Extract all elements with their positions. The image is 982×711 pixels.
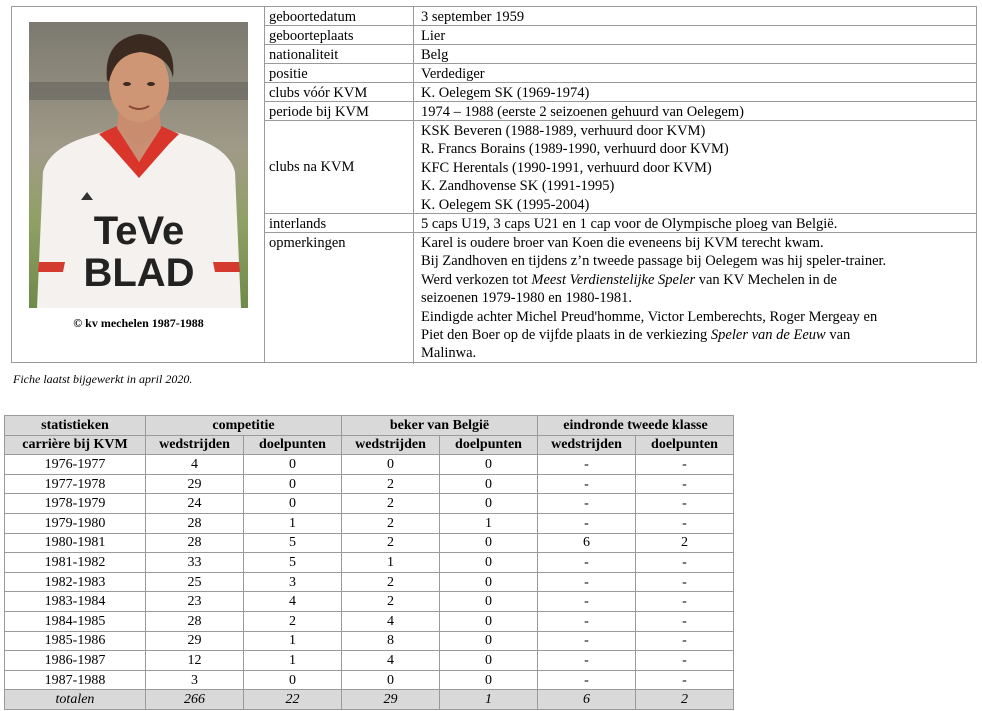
jersey-sponsor-line2: BLAD [83,251,195,295]
stat-cell: - [636,651,734,671]
stat-cell: - [538,572,636,592]
stat-cell: 28 [146,513,244,533]
stat-cell: - [538,494,636,514]
stat-cell: 0 [440,611,538,631]
season-cell: 1983-1984 [5,592,146,612]
stat-cell: 2 [342,592,440,612]
stat-cell: 0 [440,455,538,475]
field-value: K. Oelegem SK (1969-1974) [421,85,590,101]
table-row [5,592,734,612]
stats-group-header [5,416,734,436]
stat-cell: - [636,494,734,514]
stat-cell: 0 [440,553,538,573]
season-cell: 1979-1980 [5,513,146,533]
stat-cell: 0 [440,533,538,553]
stat-cell: 33 [146,553,244,573]
stat-cell: 0 [342,455,440,475]
table-row [5,611,734,631]
stat-cell: - [538,474,636,494]
field-value: Karel is oudere broer van Koen die eveneens bij KVM terecht kwam. Bij Zandhoven en tijdens z’n tweede passage bij Oelegem was hij speler-trainer. Werd verkozen tot Meest Verdienstelijke Speler van KV Mechelen in de seizoenen 1979-1980 en 1980-1981. Eindigde achter Michel Preud'homme, Victor Lemberechts, Roger Mergeay en Piet den Boer op de vijfde plaats in de verkiezing Speler van de Eeuw van Malinwa. [421,235,887,362]
season-cell: 1987-1988 [5,670,146,690]
table-row [5,455,734,475]
table-row [5,513,734,533]
stat-cell: 3 [244,572,342,592]
season-cell: 1976-1977 [5,455,146,475]
last-updated-note: Fiche laatst bijgewerkt in april 2020. [13,372,193,386]
player-profile-table [11,6,977,363]
field-label: geboorteplaats [265,26,414,44]
stat-cell: 2 [244,611,342,631]
sub-header: doelpunten [244,435,342,455]
season-cell: 1977-1978 [5,474,146,494]
stat-cell: - [636,572,734,592]
stat-cell: 29 [146,631,244,651]
stat-cell: - [636,455,734,475]
table-row [5,553,734,573]
stat-cell: 2 [342,533,440,553]
field-label: interlands [265,214,414,232]
player-photo [29,22,248,308]
sub-header: doelpunten [440,435,538,455]
field-label: nationaliteit [265,45,414,63]
player-photo-illustration [29,22,248,308]
field-position [265,64,976,83]
stat-cell: 8 [342,631,440,651]
stat-cell: 266 [146,690,244,710]
stat-cell: 24 [146,494,244,514]
stat-cell: - [538,611,636,631]
stat-cell: - [538,513,636,533]
stat-cell: - [538,651,636,671]
sub-header: doelpunten [636,435,734,455]
table-row [5,651,734,671]
stat-cell: 5 [244,533,342,553]
field-value: Belg [421,47,449,63]
stat-cell: 25 [146,572,244,592]
stat-cell: 5 [244,553,342,573]
stat-cell: 2 [342,474,440,494]
award-name: Meest Verdienstelijke Speler [531,271,696,288]
stat-cell: 4 [342,651,440,671]
table-row [5,670,734,690]
stat-cell: 0 [440,651,538,671]
table-row [5,572,734,592]
field-label: periode bij KVM [265,102,414,120]
field-label: geboortedatum [265,7,414,25]
field-label: clubs na KVM [265,121,414,213]
photo-caption: © kv mechelen 1987-1988 [73,316,204,330]
field-label: positie [265,64,414,82]
photo-cell [12,7,265,362]
stat-cell: 29 [342,690,440,710]
stat-cell: 2 [342,513,440,533]
stat-cell: - [538,670,636,690]
stat-cell: 0 [440,474,538,494]
stat-cell: 22 [244,690,342,710]
season-cell: 1984-1985 [5,611,146,631]
field-value: 3 september 1959 [421,9,525,25]
stat-cell: 2 [342,572,440,592]
field-label: opmerkingen [265,233,414,364]
season-cell: 1978-1979 [5,494,146,514]
table-row [5,474,734,494]
season-cell: 1985-1986 [5,631,146,651]
field-value: KSK Beveren (1988-1989, verhuurd door KVM) R. Francs Borains (1989-1990, verhuurd door KVM) KFC Herentals (1990-1991, verhuurd door KVM) K. Zandhovense SK (1991-1995) K. Oelegem SK (1995-2004) [421,123,729,213]
season-cell: 1982-1983 [5,572,146,592]
stat-cell: 4 [342,611,440,631]
stat-cell: 1 [244,651,342,671]
stat-cell: 1 [244,631,342,651]
career-stats-table [4,415,734,710]
poll-name: Speler van de Eeuw [710,327,826,344]
group-competitie: competitie [146,416,342,436]
stat-cell: - [636,592,734,612]
stat-cell: 0 [244,670,342,690]
table-row [5,631,734,651]
field-remarks [265,233,976,364]
stat-cell: 1 [440,690,538,710]
stat-cell: 4 [146,455,244,475]
stat-cell: 2 [636,690,734,710]
field-interlands [265,214,976,233]
stat-cell: 1 [440,513,538,533]
stat-cell: - [538,592,636,612]
stat-cell: 29 [146,474,244,494]
stat-cell: 28 [146,533,244,553]
stat-cell: 0 [244,474,342,494]
stat-cell: 6 [538,690,636,710]
stats-body [5,455,734,710]
stat-cell: 6 [538,533,636,553]
stat-cell: 0 [440,631,538,651]
totals-row [5,690,734,710]
field-birthplace [265,26,976,45]
stat-cell: 0 [440,670,538,690]
season-cell: totalen [5,690,146,710]
stat-cell: 12 [146,651,244,671]
stat-cell: - [538,455,636,475]
group-beker: beker van België [342,416,538,436]
group-eindronde: eindronde tweede klasse [538,416,734,436]
season-cell: 1980-1981 [5,533,146,553]
stat-cell: 28 [146,611,244,631]
stats-corner-line1: statistieken [5,416,146,436]
stat-cell: - [636,611,734,631]
field-clubs-after [265,121,976,214]
stat-cell: 23 [146,592,244,612]
stat-cell: 4 [244,592,342,612]
sub-header: wedstrijden [146,435,244,455]
stat-cell: - [636,670,734,690]
profile-fields [265,7,976,364]
stat-cell: 1 [342,553,440,573]
stat-cell: 0 [244,494,342,514]
sub-header: wedstrijden [538,435,636,455]
stat-cell: 0 [440,592,538,612]
stat-cell: 0 [440,572,538,592]
table-row [5,494,734,514]
table-row [5,533,734,553]
stat-cell: 2 [342,494,440,514]
field-nationality [265,45,976,64]
stat-cell: 0 [440,494,538,514]
stat-cell: 0 [342,670,440,690]
stat-cell: 0 [244,455,342,475]
field-value: Verdediger [421,66,485,82]
season-cell: 1981-1982 [5,553,146,573]
field-clubs-before [265,83,976,102]
field-birthdate [265,7,976,26]
field-period-kvm [265,102,976,121]
stat-cell: - [538,631,636,651]
sub-header: wedstrijden [342,435,440,455]
field-value: 5 caps U19, 3 caps U21 en 1 cap voor de Olympische ploeg van België. [421,216,838,232]
stat-cell: - [636,553,734,573]
field-value: Lier [421,28,446,44]
season-cell: 1986-1987 [5,651,146,671]
jersey-sponsor-line1: TeVe [93,209,185,253]
stat-cell: - [636,513,734,533]
stat-cell: - [636,631,734,651]
stat-cell: 3 [146,670,244,690]
field-value: 1974 – 1988 (eerste 2 seizoenen gehuurd van Oelegem) [421,104,744,120]
stat-cell: 1 [244,513,342,533]
stats-corner-line2: carrière bij KVM [5,435,146,455]
stat-cell: 2 [636,533,734,553]
stats-sub-header [5,435,734,455]
field-label: clubs vóór KVM [265,83,414,101]
stat-cell: - [636,474,734,494]
stat-cell: - [538,553,636,573]
